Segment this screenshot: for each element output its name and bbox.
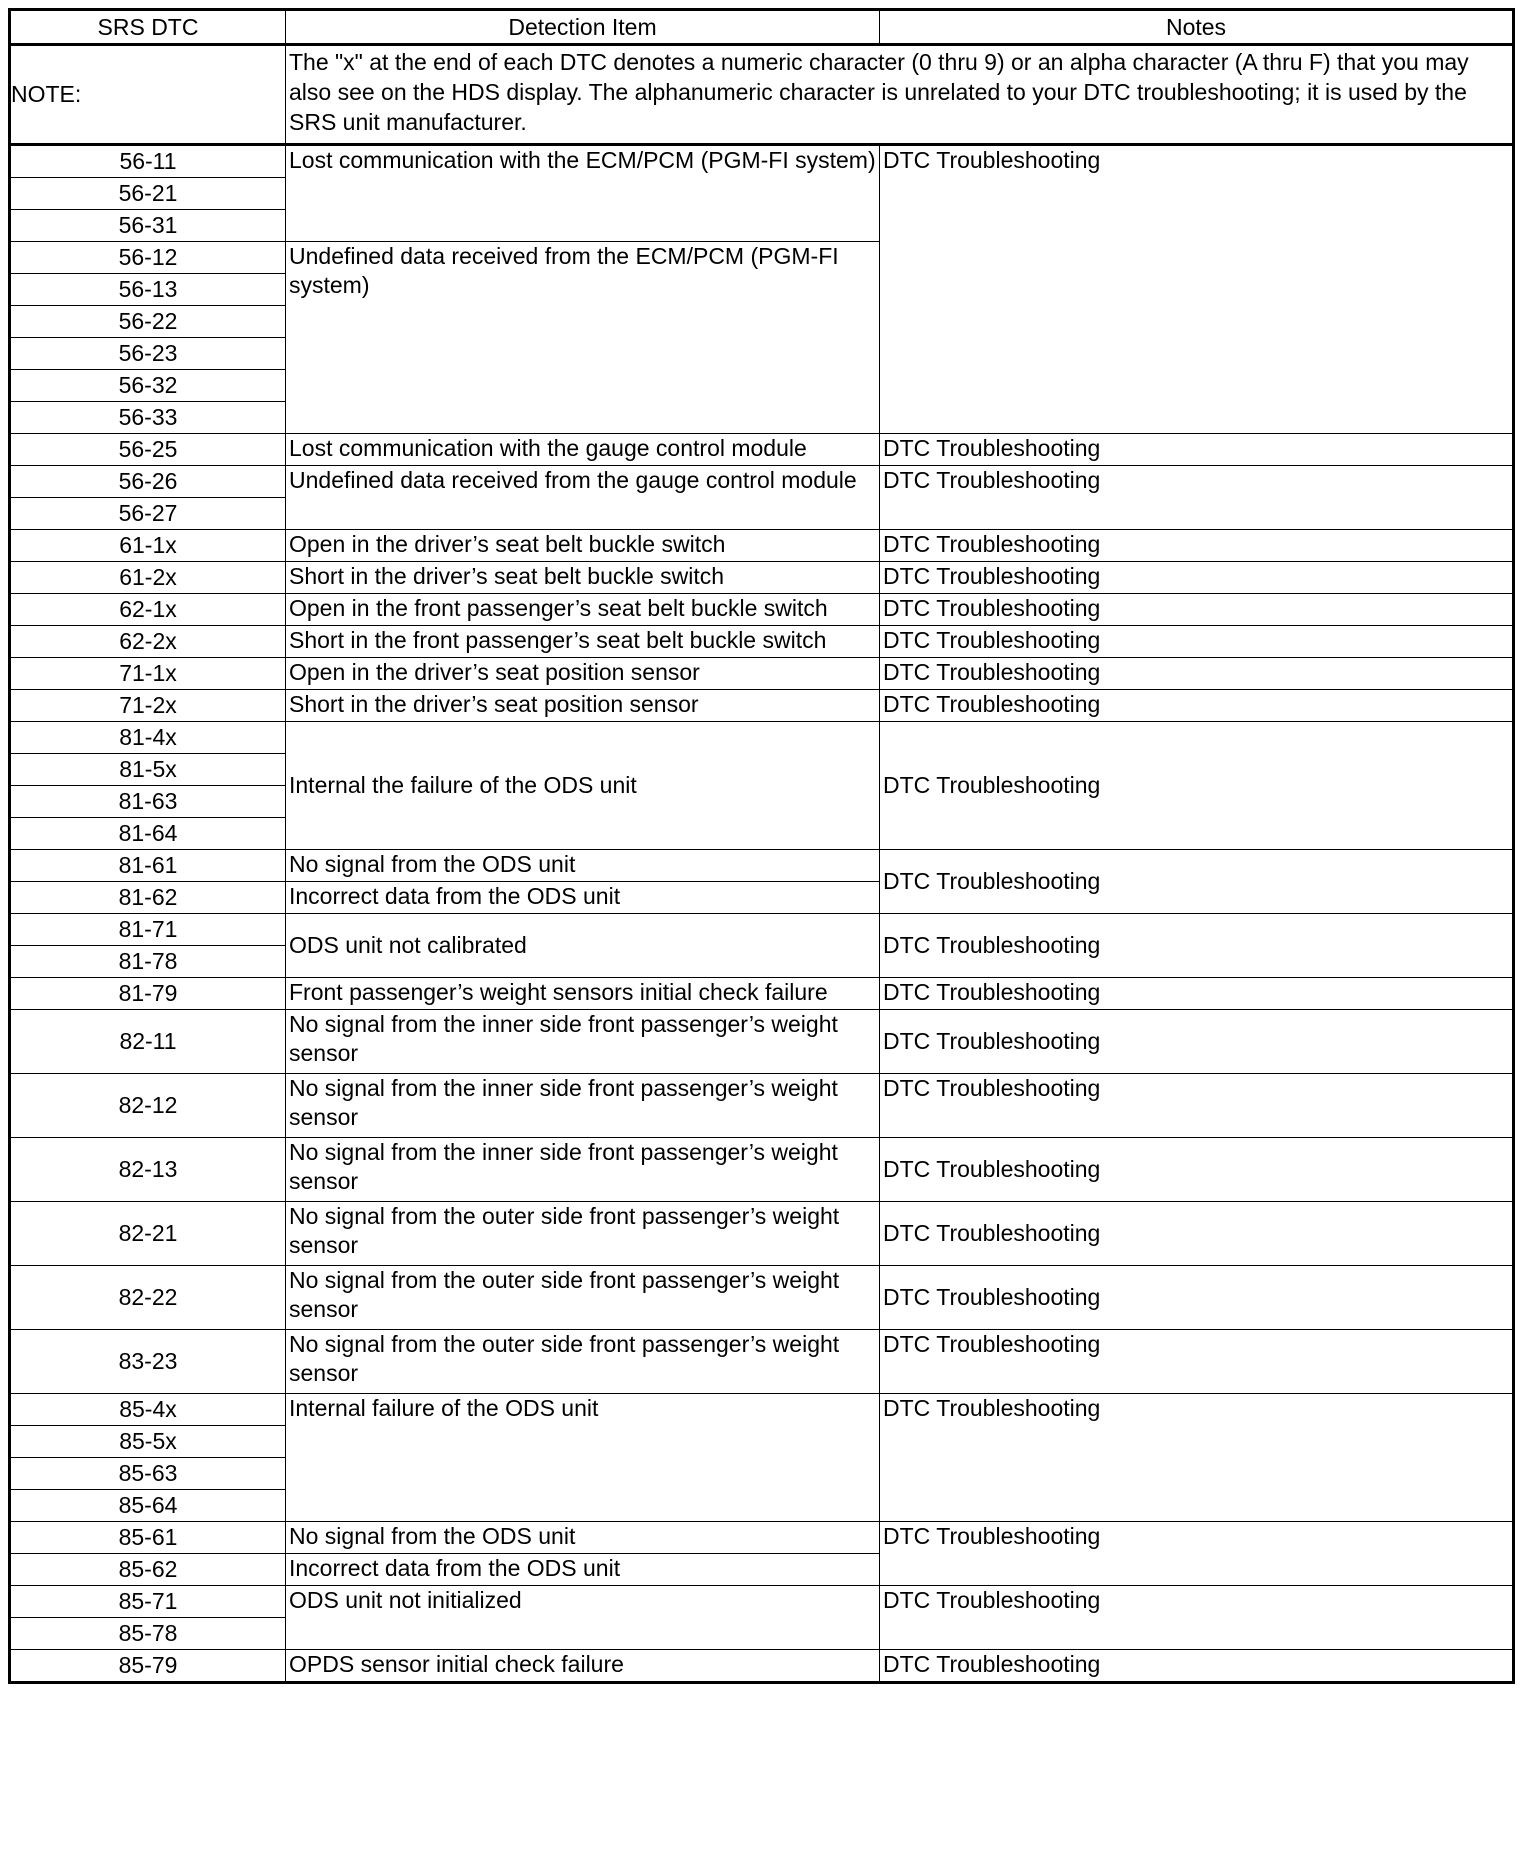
dtc-code: 61-1x — [10, 530, 286, 562]
notes-cell: DTC Troubleshooting — [880, 1650, 1514, 1683]
dtc-code: 56-33 — [10, 402, 286, 434]
note-text: The "x" at the end of each DTC denotes a numeric character (0 thru 9) or an alpha character (A thru F) that you may also see on the HDS display. The alphanumeric character is unrelated to your DTC troubleshooting; it is used by the SRS unit manufacturer. — [286, 45, 1514, 145]
detection-item: ODS unit not initialized — [286, 1586, 880, 1650]
dtc-code: 81-63 — [10, 786, 286, 818]
notes-cell: DTC Troubleshooting — [880, 594, 1514, 626]
notes-cell: DTC Troubleshooting — [880, 850, 1514, 914]
table-row — [10, 1010, 1514, 1074]
table-row — [10, 1266, 1514, 1330]
detection-item: No signal from the inner side front passenger’s weight sensor — [286, 1138, 880, 1202]
notes-cell: DTC Troubleshooting — [880, 978, 1514, 1010]
dtc-code: 85-63 — [10, 1458, 286, 1490]
dtc-code: 82-11 — [10, 1010, 286, 1074]
detection-item: No signal from the ODS unit — [286, 850, 880, 882]
dtc-code: 82-12 — [10, 1074, 286, 1138]
header-notes: Notes — [880, 10, 1514, 45]
dtc-code: 82-21 — [10, 1202, 286, 1266]
dtc-table — [8, 8, 1515, 1684]
table-row — [10, 690, 1514, 722]
dtc-code: 85-79 — [10, 1650, 286, 1683]
detection-item: Lost communication with the gauge control module — [286, 434, 880, 466]
dtc-code: 85-61 — [10, 1522, 286, 1554]
detection-item: Short in the driver’s seat position sensor — [286, 690, 880, 722]
note-row — [10, 45, 1514, 145]
table-row — [10, 594, 1514, 626]
dtc-code: 82-22 — [10, 1266, 286, 1330]
notes-cell: DTC Troubleshooting — [880, 1138, 1514, 1202]
notes-cell: DTC Troubleshooting — [880, 1330, 1514, 1394]
notes-cell: DTC Troubleshooting — [880, 1394, 1514, 1522]
dtc-code: 82-13 — [10, 1138, 286, 1202]
dtc-code: 85-62 — [10, 1554, 286, 1586]
dtc-code: 83-23 — [10, 1330, 286, 1394]
detection-item: Open in the driver’s seat position sensor — [286, 658, 880, 690]
dtc-code: 61-2x — [10, 562, 286, 594]
notes-cell: DTC Troubleshooting — [880, 562, 1514, 594]
notes-cell: DTC Troubleshooting — [880, 690, 1514, 722]
dtc-code: 85-4x — [10, 1394, 286, 1426]
dtc-code: 81-71 — [10, 914, 286, 946]
detection-item: Open in the front passenger’s seat belt buckle switch — [286, 594, 880, 626]
table-row — [10, 978, 1514, 1010]
dtc-code: 56-12 — [10, 242, 286, 274]
table-row — [10, 914, 1514, 946]
dtc-code: 56-21 — [10, 178, 286, 210]
dtc-code: 56-26 — [10, 466, 286, 498]
header-srs-dtc: SRS DTC — [10, 10, 286, 45]
dtc-code: 56-32 — [10, 370, 286, 402]
table-row — [10, 1394, 1514, 1426]
notes-cell: DTC Troubleshooting — [880, 914, 1514, 978]
notes-cell: DTC Troubleshooting — [880, 1586, 1514, 1650]
notes-cell: DTC Troubleshooting — [880, 1010, 1514, 1074]
dtc-code: 85-71 — [10, 1586, 286, 1618]
dtc-code: 56-11 — [10, 145, 286, 178]
table-row — [10, 434, 1514, 466]
notes-cell: DTC Troubleshooting — [880, 626, 1514, 658]
dtc-code: 62-2x — [10, 626, 286, 658]
table-row — [10, 562, 1514, 594]
table-row — [10, 1074, 1514, 1138]
dtc-code: 81-4x — [10, 722, 286, 754]
dtc-code: 85-64 — [10, 1490, 286, 1522]
detection-item: Short in the front passenger’s seat belt buckle switch — [286, 626, 880, 658]
note-label: NOTE: — [10, 45, 286, 145]
dtc-code: 81-64 — [10, 818, 286, 850]
notes-cell: DTC Troubleshooting — [880, 722, 1514, 850]
table-row — [10, 1138, 1514, 1202]
dtc-code: 56-13 — [10, 274, 286, 306]
dtc-code: 71-2x — [10, 690, 286, 722]
header-row — [10, 10, 1514, 45]
dtc-code: 81-62 — [10, 882, 286, 914]
notes-cell: DTC Troubleshooting — [880, 1074, 1514, 1138]
dtc-code: 71-1x — [10, 658, 286, 690]
detection-item: Incorrect data from the ODS unit — [286, 1554, 880, 1586]
table-row — [10, 658, 1514, 690]
detection-item: No signal from the outer side front passenger’s weight sensor — [286, 1202, 880, 1266]
table-row — [10, 145, 1514, 178]
notes-cell: DTC Troubleshooting — [880, 466, 1514, 530]
dtc-code: 56-25 — [10, 434, 286, 466]
detection-item: No signal from the outer side front passenger’s weight sensor — [286, 1266, 880, 1330]
detection-item: No signal from the outer side front passenger’s weight sensor — [286, 1330, 880, 1394]
table-row — [10, 1202, 1514, 1266]
table-row — [10, 722, 1514, 754]
dtc-code: 81-5x — [10, 754, 286, 786]
notes-cell: DTC Troubleshooting — [880, 1266, 1514, 1330]
detection-item: Undefined data received from the gauge control module — [286, 466, 880, 530]
dtc-code: 81-61 — [10, 850, 286, 882]
dtc-code: 85-78 — [10, 1618, 286, 1650]
dtc-code: 85-5x — [10, 1426, 286, 1458]
table-row — [10, 530, 1514, 562]
notes-cell: DTC Troubleshooting — [880, 658, 1514, 690]
dtc-code: 62-1x — [10, 594, 286, 626]
detection-item: Short in the driver’s seat belt buckle switch — [286, 562, 880, 594]
detection-item: OPDS sensor initial check failure — [286, 1650, 880, 1683]
table-row — [10, 466, 1514, 498]
detection-item: Lost communication with the ECM/PCM (PGM-FI system) — [286, 145, 880, 242]
detection-item: Undefined data received from the ECM/PCM (PGM-FI system) — [286, 242, 880, 434]
detection-item: Internal the failure of the ODS unit — [286, 722, 880, 850]
detection-item: No signal from the inner side front passenger’s weight sensor — [286, 1010, 880, 1074]
dtc-code: 81-79 — [10, 978, 286, 1010]
notes-cell: DTC Troubleshooting — [880, 1522, 1514, 1586]
dtc-code: 81-78 — [10, 946, 286, 978]
notes-cell: DTC Troubleshooting — [880, 434, 1514, 466]
detection-item: Front passenger’s weight sensors initial check failure — [286, 978, 880, 1010]
detection-item: Incorrect data from the ODS unit — [286, 882, 880, 914]
dtc-code: 56-23 — [10, 338, 286, 370]
detection-item: Open in the driver’s seat belt buckle switch — [286, 530, 880, 562]
dtc-code: 56-27 — [10, 498, 286, 530]
table-row — [10, 626, 1514, 658]
dtc-code: 56-22 — [10, 306, 286, 338]
table-row — [10, 850, 1514, 882]
detection-item: Internal failure of the ODS unit — [286, 1394, 880, 1522]
dtc-code: 56-31 — [10, 210, 286, 242]
table-row — [10, 1586, 1514, 1618]
detection-item: ODS unit not calibrated — [286, 914, 880, 978]
table-row — [10, 1650, 1514, 1683]
detection-item: No signal from the ODS unit — [286, 1522, 880, 1554]
notes-cell: DTC Troubleshooting — [880, 145, 1514, 434]
table-row — [10, 1522, 1514, 1554]
notes-cell: DTC Troubleshooting — [880, 530, 1514, 562]
notes-cell: DTC Troubleshooting — [880, 1202, 1514, 1266]
detection-item: No signal from the inner side front passenger’s weight sensor — [286, 1074, 880, 1138]
table-row — [10, 1330, 1514, 1394]
header-detection-item: Detection Item — [286, 10, 880, 45]
